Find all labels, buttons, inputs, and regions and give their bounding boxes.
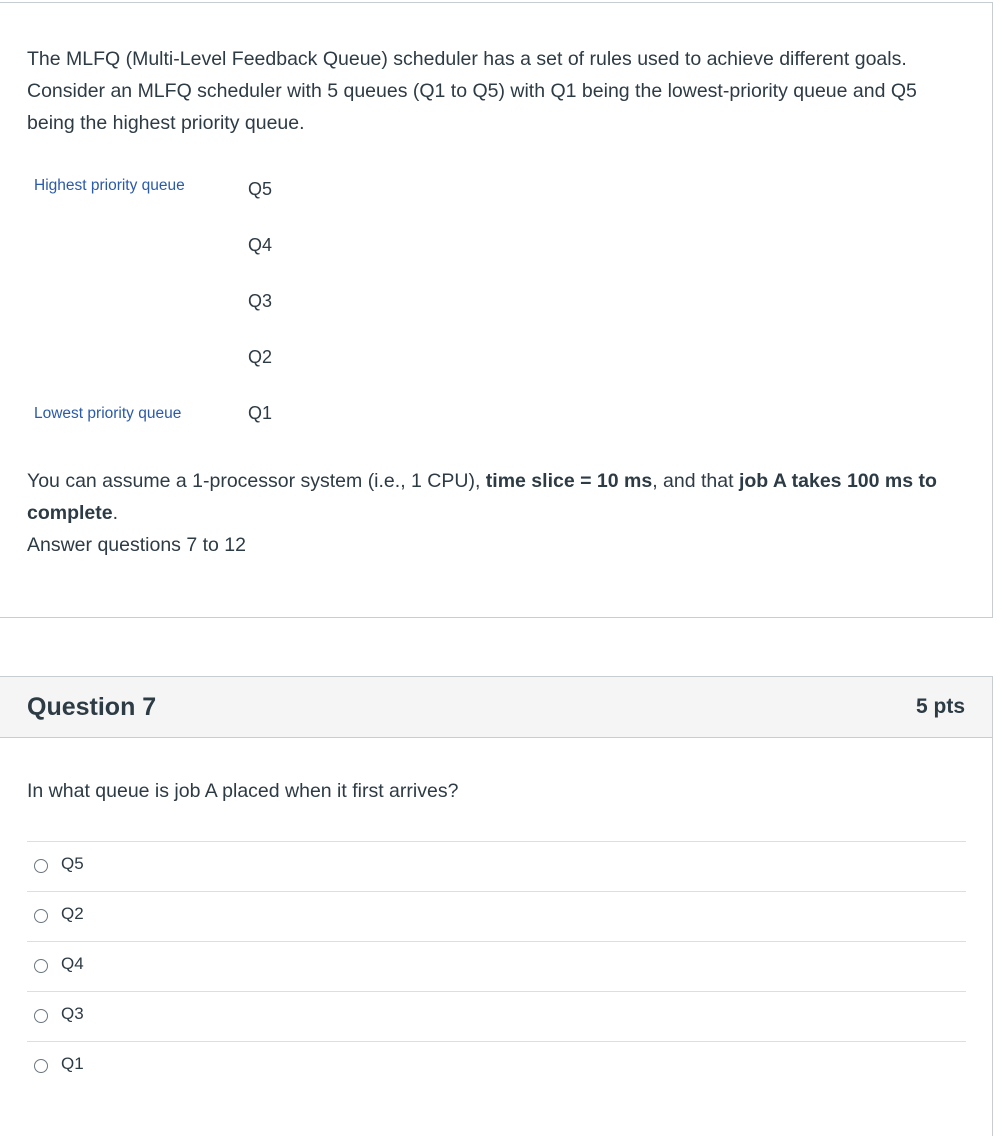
answer-option-q2[interactable] xyxy=(27,891,966,941)
radio-button[interactable] xyxy=(34,909,48,923)
assumptions-part-2: , and that xyxy=(652,470,739,492)
job-duration-text: job A takes 100 ms to complete xyxy=(27,470,937,524)
intro-paragraph: The MLFQ (Multi-Level Feedback Queue) scheduler has a set of rules used to achieve different goals. Consider an MLFQ scheduler with 5 queues (Q1 to Q5) with Q1 being the lowest-priority queue and Q5 being the highest priority queue. xyxy=(27,48,917,134)
answer-label[interactable]: Q1 xyxy=(61,1054,84,1073)
queue-q3-label: Q3 xyxy=(248,291,273,311)
answer-option-q3[interactable] xyxy=(27,991,966,1041)
assumptions-text xyxy=(27,465,967,529)
highest-priority-label: Highest priority queue xyxy=(34,177,185,194)
radio-button[interactable] xyxy=(34,1059,48,1073)
answer-option-q4[interactable] xyxy=(27,941,966,991)
queue-q5-label: Q5 xyxy=(248,179,273,199)
answer-label[interactable]: Q3 xyxy=(61,1004,84,1023)
assumptions-part-3: . xyxy=(112,502,119,524)
question-title: Question 7 xyxy=(27,693,157,721)
assumptions-part-1: You can assume a 1-processor system (i.e., 1 CPU), xyxy=(27,470,486,492)
intro-panel xyxy=(0,2,993,618)
question-points: 5 pts xyxy=(915,695,965,718)
question-panel xyxy=(0,676,993,1136)
answer-option-q1[interactable] xyxy=(27,1041,966,1091)
queue-diagram xyxy=(0,171,400,431)
lowest-priority-label: Lowest priority queue xyxy=(34,405,182,422)
question-header xyxy=(0,677,992,738)
queue-q4-label: Q4 xyxy=(248,235,273,255)
answer-options xyxy=(27,841,966,1091)
question-prompt: In what queue is job A placed when it first arrives? xyxy=(27,780,459,802)
answer-label[interactable]: Q2 xyxy=(61,904,84,923)
time-slice-text: time slice = 10 ms xyxy=(485,470,653,492)
answer-option-q5[interactable] xyxy=(27,841,966,891)
radio-button[interactable] xyxy=(34,1009,48,1023)
queue-q2-label: Q2 xyxy=(248,347,273,367)
radio-button[interactable] xyxy=(34,859,48,873)
radio-button[interactable] xyxy=(34,959,48,973)
answer-label[interactable]: Q4 xyxy=(61,954,84,973)
answer-questions-note: Answer questions 7 to 12 xyxy=(27,534,246,556)
answer-label[interactable]: Q5 xyxy=(61,854,84,873)
queue-q1-label: Q1 xyxy=(248,403,273,423)
